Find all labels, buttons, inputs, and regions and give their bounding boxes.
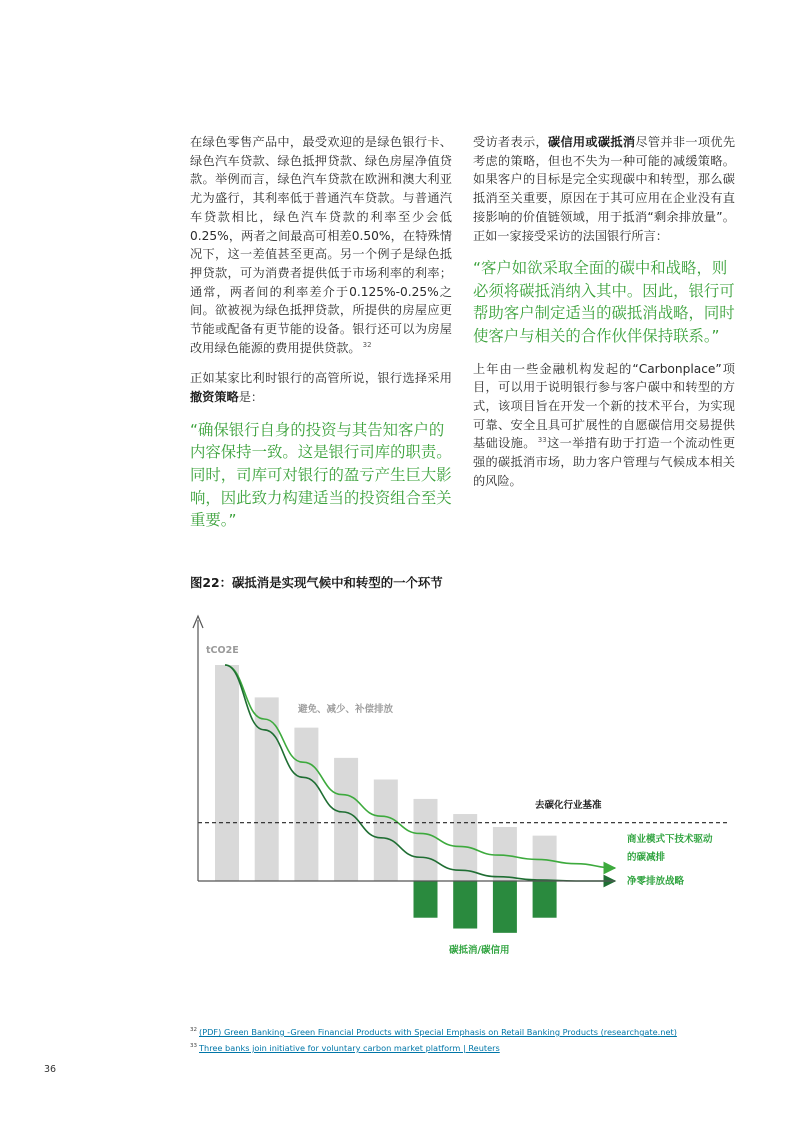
carbon-offset-chart bbox=[185, 608, 745, 968]
footnote-33 bbox=[190, 1040, 677, 1056]
paragraph-text: 在绿色零售产品中，最受欢迎的是绿色银行卡、绿色汽车贷款、绿色抵押贷款、绿色房屋净值贷款。举例而言，绿色汽车贷款在欧洲和澳大利亚尤为盛行，其利率低于普通汽车贷款。与普通汽车贷款相比，绿色汽车贷款的利率至少会低0.25%，两者之间最高可相差0.50%，在特殊情况下，这一差值甚至更高。另一个例子是绿色抵押贷款，可为消费者提供低于市场利率的利率；通常，两者间的利率差介于0.125%-0.25%之间。欲被视为绿色抵押贷款，所提供的房屋应更节能或配备有更节能的设备。银行还可以为房屋改用绿色能源的费用提供贷款。 bbox=[190, 135, 452, 355]
emission-bar bbox=[215, 665, 239, 881]
carbonplace-paragraph bbox=[473, 360, 735, 491]
emission-bar bbox=[493, 827, 517, 881]
footnote-ref: 32 bbox=[362, 340, 372, 349]
footnote-link[interactable]: Three banks join initiative for voluntary carbon market platform | Reuters bbox=[199, 1043, 500, 1053]
figure-title: 图22：碳抵消是实现气候中和转型的一个环节 bbox=[190, 575, 443, 590]
footnote-32 bbox=[190, 1024, 677, 1040]
business-reduction-label: 商业模式下技术驱动 bbox=[627, 834, 713, 845]
paragraph-text: 是： bbox=[238, 390, 264, 405]
avoid-reduce-label: 避免、减少、补偿排放 bbox=[298, 704, 394, 715]
emission-bar bbox=[294, 728, 318, 881]
business-reduction-label: 的碳减排 bbox=[627, 852, 666, 863]
right-column bbox=[473, 133, 735, 503]
green-retail-paragraph bbox=[190, 133, 452, 357]
offset-bar bbox=[533, 881, 557, 918]
divestment-paragraph bbox=[190, 369, 452, 406]
bold-term: 碳信用或碳抵消 bbox=[547, 135, 636, 149]
page-number: 36 bbox=[44, 1064, 57, 1075]
pull-quote: “客户如欲采取全面的碳中和战略，则必须将碳抵消纳入其中。因此，银行可帮助客户制定适当的碳抵消战略，同时使客户与相关的合作伙伴保持联系。” bbox=[473, 259, 735, 345]
offset-bar bbox=[493, 881, 517, 933]
paragraph-text: 尽管并非一项优先考虑的策略，但也不失为一种可能的减缓策略。如果客户的目标是完全实现碳中和转型，那么碳抵消至关重要，原因在于其可应用在企业没有直接影响的价值链领域，用于抵消“剩余排放量”。正如一家接受采访的法国银行所言： bbox=[473, 135, 736, 243]
footnotes bbox=[190, 1024, 677, 1056]
left-column bbox=[190, 133, 452, 544]
offset-bar bbox=[453, 881, 477, 929]
carbon-credit-paragraph bbox=[473, 133, 735, 245]
paragraph-text: 上年由一些金融机构发起的“Carbonplace”项目，可以用于说明银行参与客户碳中和转型的方式，该项目旨在开发一个新的技术平台，为实现可靠、安全且具可扩展性的自愿碳信用交易提供基础设施。 bbox=[473, 361, 735, 451]
pull-quote: “确保银行自身的投资与其告知客户的内容保持一致。这是银行司库的职责。同时，司库可对银行的盈亏产生巨大影响，因此致力构建适当的投资组合至关重要。” bbox=[190, 420, 452, 530]
emission-bar bbox=[374, 779, 398, 881]
emission-bar bbox=[414, 799, 438, 881]
footnote-link[interactable]: (PDF) Green Banking -Green Financial Products with Special Emphasis on Retail Banking Products (researchgate.net) bbox=[199, 1027, 677, 1037]
paragraph-text: 这一举措有助于打造一个流动性更强的碳抵消市场，助力客户管理与气候成本相关的风险。 bbox=[473, 436, 736, 488]
paragraph-text: 受访者表示， bbox=[473, 135, 548, 149]
offset-bar bbox=[414, 881, 438, 918]
net-zero-label: 净零排放战略 bbox=[627, 876, 685, 887]
y-axis-label: tCO2E bbox=[206, 645, 239, 656]
paragraph-text: 正如某家比利时银行的高管所说，银行选择采用 bbox=[190, 371, 452, 386]
baseline-label: 去碳化行业基准 bbox=[535, 800, 602, 811]
emission-bar bbox=[533, 836, 557, 881]
footnote-ref: 33 bbox=[537, 436, 547, 445]
footnote-number: 32 bbox=[190, 1027, 197, 1034]
emission-bar bbox=[334, 758, 358, 881]
bold-term: 撤资策略 bbox=[190, 390, 239, 405]
offset-label: 碳抵消/碳信用 bbox=[449, 945, 510, 956]
footnote-number: 33 bbox=[190, 1043, 197, 1050]
